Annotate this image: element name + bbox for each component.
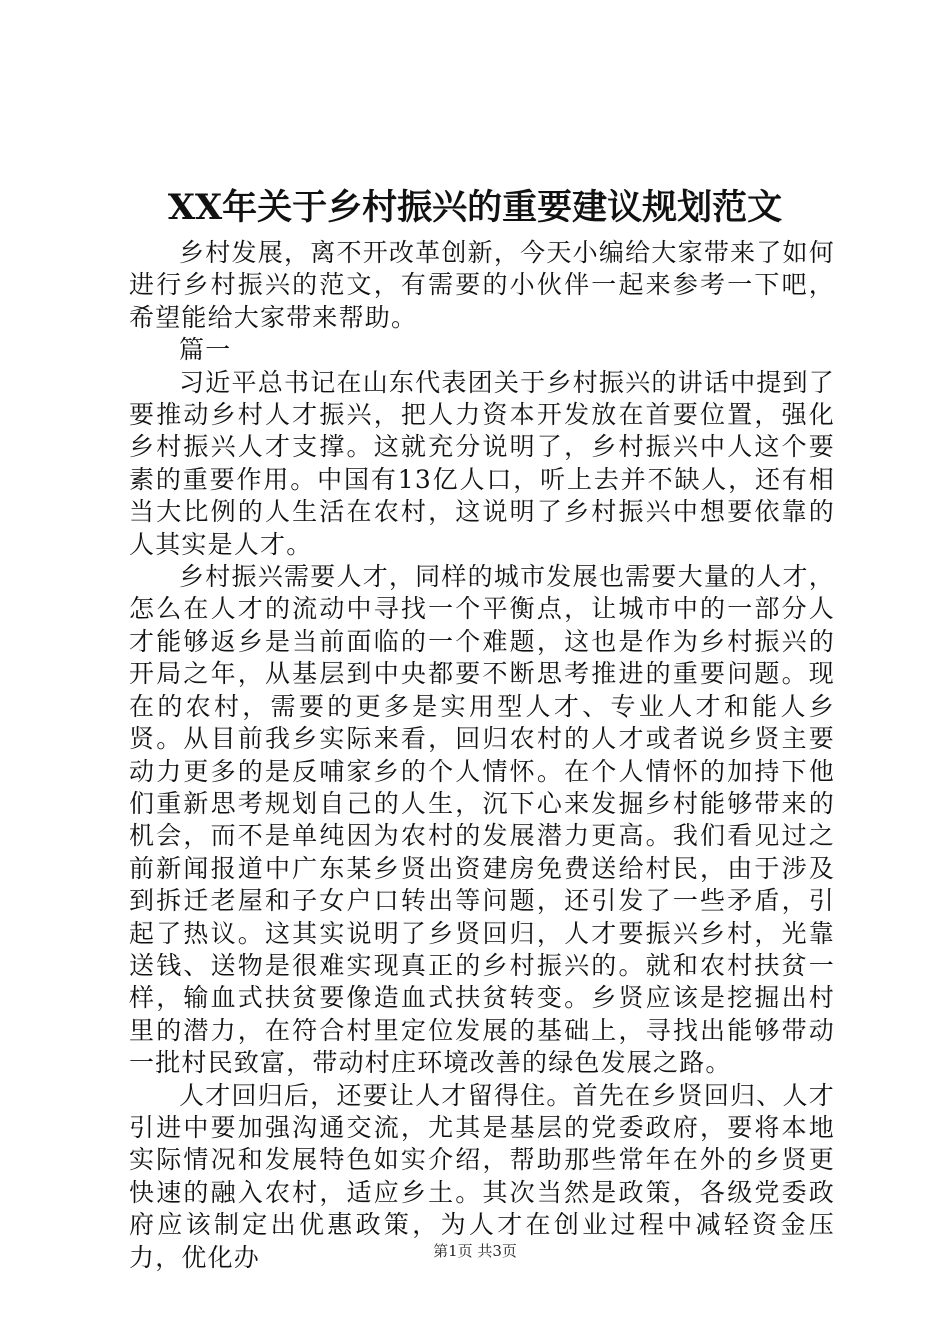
section-heading: 篇一 (179, 335, 232, 365)
paragraph-intro: 乡村发展，离不开改革创新，今天小编给大家带来了如何进行乡村振兴的范文，有需要的小伙伴一起来参考一下吧，希望能给大家带来帮助。 (129, 238, 835, 332)
document-body (129, 237, 835, 1274)
document-title: XX年关于乡村振兴的重要建议规划范文 (167, 187, 783, 228)
paragraph: 人才回归后，还要让人才留得住。首先在乡贤回归、人才引进中要加强沟通交流，尤其是基层的党委政府，要将本地实际情况和发展特色如实介绍，帮助那些常年在外的乡贤更快速的融入农村，适应乡土。其次当然是政策，各级党委政府应该制定出优惠政策，为人才在创业过程中减轻资金压力，优化办 (129, 1080, 835, 1272)
page-number-footer: 第1页 共3页 (433, 1242, 517, 1260)
paragraph: 乡村振兴需要人才，同样的城市发展也需要大量的人才，怎么在人才的流动中寻找一个平衡点，让城市中的一部分人才能够返乡是当前面临的一个难题，这也是作为乡村振兴的开局之年，从基层到中央都要不断思考推进的重要问题。现在的农村，需要的更多是实用型人才、专业人才和能人乡贤。从目前我乡实际来看，回归农村的人才或者说乡贤主要动力更多的是反哺家乡的个人情怀。在个人情怀的加持下他们重新思考规划自己的人生，沉下心来发掘乡村能够带来的机会，而不是单纯因为农村的发展潜力更高。我们看见过之前新闻报道中广东某乡贤出资建房免费送给村民，由于涉及到拆迁老屋和子女户口转出等问题，还引发了一些矛盾，引起了热议。这其实说明了乡贤回归，人才要振兴乡村，光靠送钱、送物是很难实现真正的乡村振兴的。就和农村扶贫一样，输血式扶贫要像造血式扶贫转变。乡贤应该是挖掘出村里的潜力，在符合村里定位发展的基础上，寻找出能够带动一批村民致富，带动村庄环境改善的绿色发展之路。 (129, 562, 835, 1078)
paragraph: 习近平总书记在山东代表团关于乡村振兴的讲话中提到了要推动乡村人才振兴，把人力资本开发放在首要位置，强化乡村振兴人才支撑。这就充分说明了，乡村振兴中人这个要素的重要作用。中国有13亿人口，听上去并不缺人，还有相当大比例的人生活在农村，这说明了乡村振兴中想要依靠的人其实是人才。 (129, 367, 835, 559)
